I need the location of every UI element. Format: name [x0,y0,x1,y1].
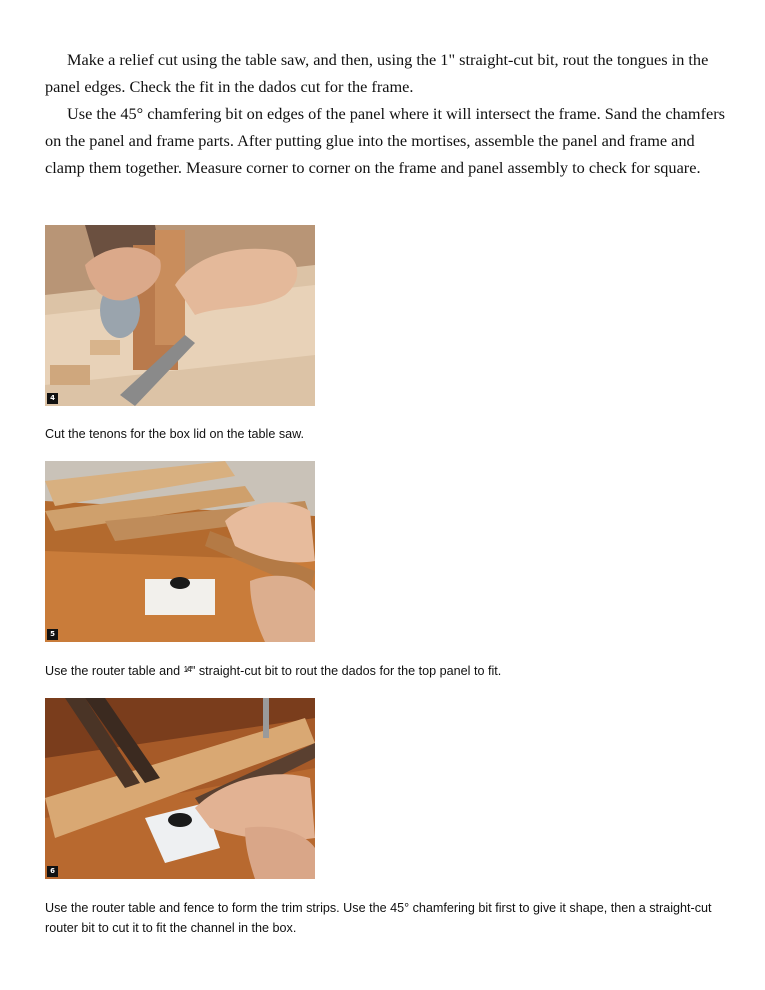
figure-photo-router-fence [45,698,315,879]
photo-illustration [45,698,315,879]
figure-number: 5 [47,629,58,640]
figure-number: 4 [47,393,58,404]
figure-caption: Use the router table and fence to form the trim strips. Use the 45° chamfering bit first to give it shape, then a straight-cut router bit to cut it to fit the channel in the box. [45,901,712,935]
photo-illustration [45,461,315,642]
caption-text: Use the router table and [45,664,184,678]
figure-photo-router-dados [45,461,315,642]
figure-number: 6 [47,866,58,877]
figure-caption: Cut the tenons for the box lid on the table saw. [45,427,305,441]
figure-photo-table-saw [45,225,315,406]
photo-illustration [45,225,315,406]
body-paragraph: Make a relief cut using the table saw, and then, using the 1" straight-cut bit, rout the tongues in the panel edges. Check the fit in the dados cut for the frame. [45,50,709,96]
caption-fraction: 1⁄4 [183,665,191,674]
body-paragraph: Use the 45° chamfering bit on edges of the panel where it will intersect the frame. Sand the chamfers on the panel and frame parts. After putting glue into the mortises, assemble the panel and frame and clamp them together. Measure corner to corner on the frame and panel assembly to check for square. [45,104,725,177]
figure-caption [45,660,725,681]
caption-text: " straight-cut bit to rout the dados for the top panel to fit. [190,664,502,678]
